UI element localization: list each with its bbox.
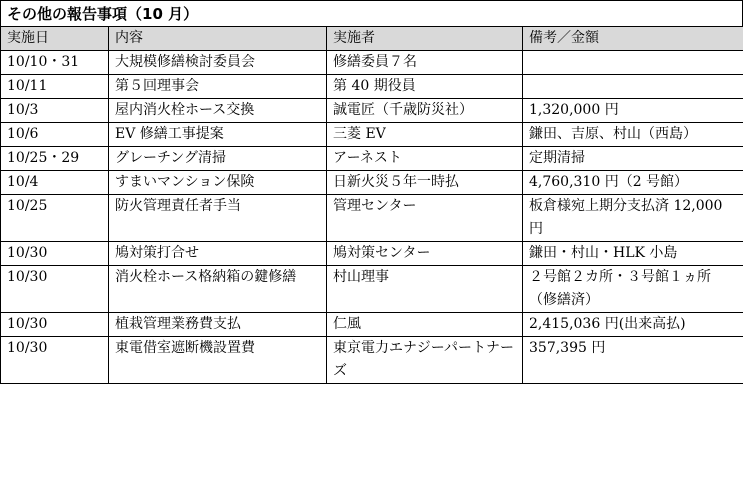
report-title: その他の報告事項（10 月） — [0, 0, 743, 26]
table-row — [1, 75, 743, 99]
row-note: 4,760,310 円（2 号館） — [523, 171, 743, 195]
table-row — [1, 147, 743, 171]
row-actor: 鳩対策センター — [327, 242, 523, 266]
header-row — [1, 27, 743, 51]
header-note: 備考／金額 — [523, 27, 743, 51]
table-row — [1, 171, 743, 195]
table-row — [1, 99, 743, 123]
table-row — [1, 123, 743, 147]
row-actor: 修繕委員７名 — [327, 51, 523, 75]
row-content: 鳩対策打合せ — [109, 242, 327, 266]
row-date: 10/3 — [1, 99, 109, 123]
row-content: グレーチング清掃 — [109, 147, 327, 171]
row-date: 10/30 — [1, 313, 109, 337]
row-date: 10/30 — [1, 242, 109, 266]
row-actor: 村山理事 — [327, 266, 523, 313]
row-date: 10/10・31 — [1, 51, 109, 75]
row-content: 防火管理責任者手当 — [109, 195, 327, 242]
row-date: 10/4 — [1, 171, 109, 195]
table-row — [1, 337, 743, 384]
row-content: 東電借室遮断機設置費 — [109, 337, 327, 384]
row-actor: アーネスト — [327, 147, 523, 171]
row-content: 屋内消火栓ホース交換 — [109, 99, 327, 123]
row-content: 第５回理事会 — [109, 75, 327, 99]
row-date: 10/25・29 — [1, 147, 109, 171]
row-content: 大規模修繕検討委員会 — [109, 51, 327, 75]
row-actor: 管理センター — [327, 195, 523, 242]
header-actor: 実施者 — [327, 27, 523, 51]
row-note: 定期清掃 — [523, 147, 743, 171]
row-actor: 第 40 期役員 — [327, 75, 523, 99]
report-table — [0, 26, 743, 384]
row-note: 1,320,000 円 — [523, 99, 743, 123]
table-row — [1, 266, 743, 313]
row-content: EV 修繕工事提案 — [109, 123, 327, 147]
row-date: 10/30 — [1, 266, 109, 313]
row-actor: 誠電匠（千歳防災社） — [327, 99, 523, 123]
row-actor: 三菱 EV — [327, 123, 523, 147]
row-note — [523, 51, 743, 75]
row-note — [523, 75, 743, 99]
header-date: 実施日 — [1, 27, 109, 51]
row-note: 鎌田、吉原、村山（西島） — [523, 123, 743, 147]
row-date: 10/30 — [1, 337, 109, 384]
row-content: 植栽管理業務費支払 — [109, 313, 327, 337]
row-actor: 日新火災５年一時払 — [327, 171, 523, 195]
row-content: すまいマンション保険 — [109, 171, 327, 195]
row-date: 10/25 — [1, 195, 109, 242]
row-note: ２号館２カ所・３号館１ヵ所（修繕済） — [523, 266, 743, 313]
table-row — [1, 51, 743, 75]
row-date: 10/6 — [1, 123, 109, 147]
row-note: 2,415,036 円(出来高払) — [523, 313, 743, 337]
table-row — [1, 195, 743, 242]
row-actor: 仁風 — [327, 313, 523, 337]
table-row — [1, 242, 743, 266]
row-note: 板倉様宛上期分支払済 12,000 円 — [523, 195, 743, 242]
row-note: 鎌田・村山・HLK 小島 — [523, 242, 743, 266]
row-content: 消火栓ホース格納箱の鍵修繕 — [109, 266, 327, 313]
row-date: 10/11 — [1, 75, 109, 99]
row-actor: 東京電力エナジーパートナーズ — [327, 337, 523, 384]
row-note: 357,395 円 — [523, 337, 743, 384]
table-row — [1, 313, 743, 337]
header-content: 内容 — [109, 27, 327, 51]
